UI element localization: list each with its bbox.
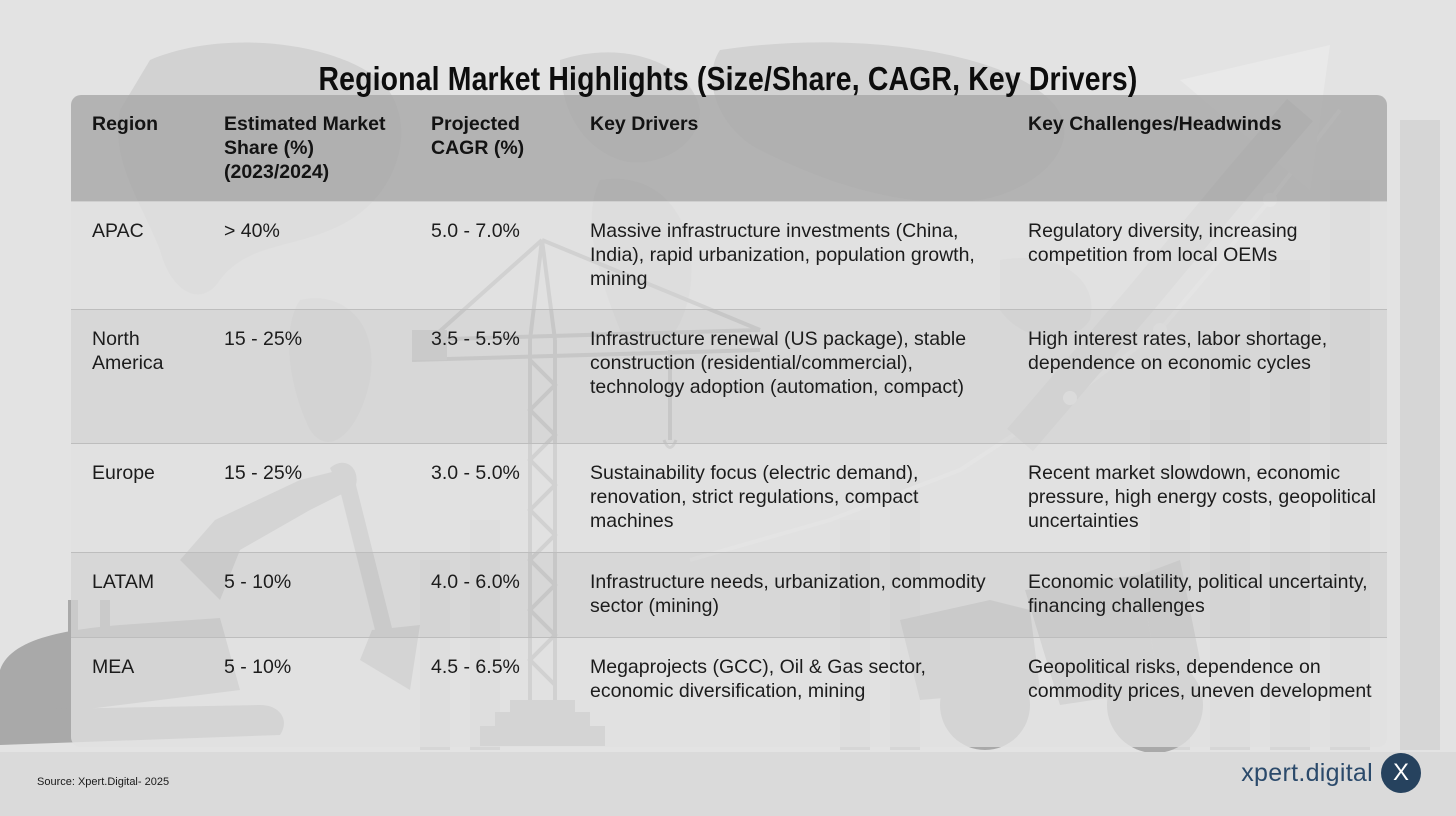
market-table-container <box>71 95 1387 747</box>
cell-key-challenges: Economic volatility, political uncertainty, financing challenges <box>1028 570 1368 617</box>
footer-band <box>0 752 1456 816</box>
table-row-apac <box>71 201 1387 309</box>
cell-region: MEA <box>92 655 135 678</box>
cell-cagr: 4.5 - 6.5% <box>431 655 520 678</box>
cell-key-challenges: Geopolitical risks, dependence on commodity prices, uneven development <box>1028 655 1372 702</box>
table-row-latam <box>71 552 1387 637</box>
cell-region: LATAM <box>92 570 155 593</box>
cell-key-drivers: Sustainability focus (electric demand), renovation, strict regulations, compact machines <box>590 461 919 532</box>
cell-key-drivers: Infrastructure renewal (US package), stable construction (residential/commercial), technology adoption (automation, compact) <box>590 327 967 398</box>
cell-cagr: 3.5 - 5.5% <box>431 327 520 350</box>
cell-market-share: 15 - 25% <box>224 327 303 350</box>
source-note: Source: Xpert.Digital- 2025 <box>37 776 170 788</box>
cell-key-challenges: High interest rates, labor shortage, dependence on economic cycles <box>1028 327 1328 374</box>
header-region: Region <box>92 113 159 135</box>
cell-key-drivers: Massive infrastructure investments (China, India), rapid urbanization, population growth, mining <box>590 219 975 290</box>
cell-market-share: 5 - 10% <box>224 655 292 678</box>
cell-region: APAC <box>92 219 144 242</box>
cell-key-challenges: Recent market slowdown, economic pressure, high energy costs, geopolitical uncertainties <box>1028 461 1376 532</box>
cell-key-drivers: Infrastructure needs, urbanization, commodity sector (mining) <box>590 570 986 617</box>
market-table <box>71 95 1387 747</box>
header-key-challenges: Key Challenges/Headwinds <box>1028 113 1282 135</box>
cell-market-share: 5 - 10% <box>224 570 292 593</box>
header-cagr: Projected CAGR (%) <box>431 113 525 159</box>
table-header-row <box>71 95 1387 201</box>
cell-key-drivers: Megaprojects (GCC), Oil & Gas sector, economic diversification, mining <box>590 655 926 702</box>
cell-cagr: 5.0 - 7.0% <box>431 219 520 242</box>
cell-cagr: 3.0 - 5.0% <box>431 461 520 484</box>
cell-cagr: 4.0 - 6.0% <box>431 570 520 593</box>
cell-market-share: > 40% <box>224 219 280 242</box>
header-market-share: Estimated Market Share (%) (2023/2024) <box>224 113 386 183</box>
page-title: Regional Market Highlights (Size/Share, CAGR, Key Drivers) <box>318 60 1138 98</box>
brand-name: xpert.digital <box>1241 758 1373 787</box>
cell-market-share: 15 - 25% <box>224 461 303 484</box>
table-row-north-america <box>71 309 1387 443</box>
x-logo-icon: X <box>1381 753 1421 793</box>
table-row-europe <box>71 443 1387 552</box>
cell-region: North America <box>92 327 164 374</box>
table-row-mea <box>71 637 1387 747</box>
brand-logo[interactable] <box>1241 752 1421 794</box>
cell-region: Europe <box>92 461 155 484</box>
header-key-drivers: Key Drivers <box>590 113 699 135</box>
cell-key-challenges: Regulatory diversity, increasing competition from local OEMs <box>1028 219 1298 266</box>
